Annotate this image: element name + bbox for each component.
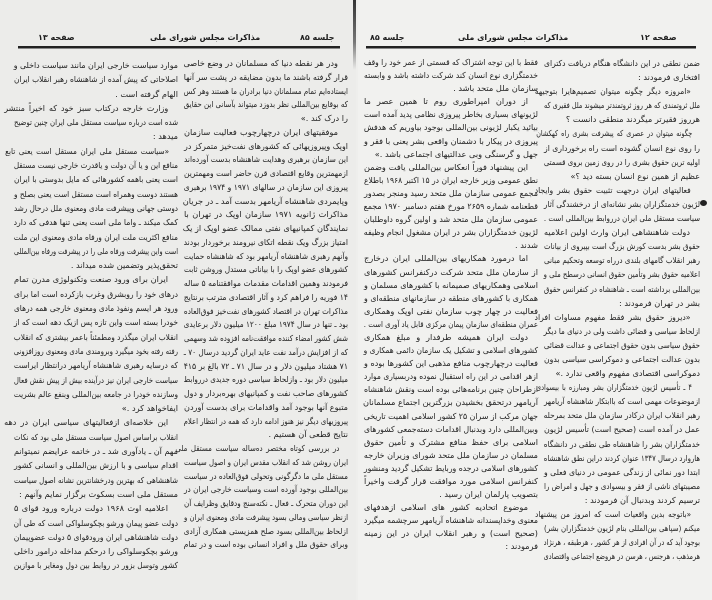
- scan-speck: [700, 200, 707, 206]
- text-line: تحقق‌پذیر وتضمین شده میداند .: [70, 260, 178, 271]
- page-gutter: [353, 0, 356, 70]
- text-column-right: [175, 57, 349, 552]
- text-line: بود ـ تنها در سال ۱۹۷۴ مبلغ ۱۲۰۰ میلیون دلار برعایدی: [183, 319, 348, 330]
- text-line: بدون عدالت اجتماعی و دموکراسی سیاسی بدون: [544, 353, 700, 364]
- text-line: سیاست مستقل ملی ایران درروابط بین‌المللی است .: [543, 213, 700, 224]
- text-line: بیائید یکبار لژیونی بین‌المللی بوجود بیاوریم که هدفش: [363, 122, 538, 133]
- text-line: اسلامی برای حفظ منافع مشترک و تأمین حقوق: [364, 436, 538, 447]
- text-line: کشور وتوسل بزور در روابط بین دول ومغایر با موازین: [13, 560, 179, 571]
- text-line: هرروز فقیرتر میگردند منطقی دانست ؟: [565, 114, 700, 125]
- text-line: اما درمورد همکاریهای بین‌المللی ایران درخارج: [364, 253, 528, 264]
- text-line: رفته رفته بخود میگیرد وبرومندی مادی ومعنوی روزافزونی: [13, 345, 179, 356]
- text-line: سازمان ملل متحد باشد .: [453, 83, 538, 94]
- session-number: جلسه ۸۵: [300, 33, 335, 42]
- text-line: ایفاخواهد کرد .»: [121, 403, 178, 414]
- text-line: هاروارد درسال ۱۳۴۷ عنوان کردند دراین نطق شاهنشاه: [543, 452, 700, 463]
- text-line: اسلامی وهمکاریهای صمیمانه با کشورهای مسلمان و: [364, 279, 538, 290]
- text-line: همکاری با کشورهای منطقه در سازمانهای منطقه‌ای و: [364, 292, 538, 303]
- text-line: ۴ ـ تأسیس لژیون خدمتگزاران بشر ومبارزه با بیسوادی: [535, 382, 692, 393]
- text-line: بشر در تهران فرمودند :: [619, 297, 700, 308]
- text-line: کنفرانس اسلامی مورد موافقت قرار گرفت واخیراً: [364, 476, 538, 486]
- text-line: ابتدا دور نمائی از زندگی عمومی در دنیای فعلی و: [544, 466, 700, 477]
- text-line: حقوق بشر بدست کورش بزرگ است بپیروی از بیانات: [544, 241, 700, 252]
- text-line: در بررسی کوتاه مختصر ده‌ساله سیاست مستقل ملی: [175, 443, 340, 453]
- text-line: قطعنامه شماره ۲۶۵۹ مورخ هفتم دسامبر ۱۹۷۰ مجمع: [363, 201, 538, 212]
- text-line: موارد سیاست خارجی ایران مانند سیاست داخلی و: [13, 60, 179, 70]
- text-line: فرمودند وهمین اقدامات مقدمات موافقتنامه ۵ ساله: [183, 278, 348, 288]
- text-line: منافع این و یا آن دولت و یاقدرت خارجی نیست مستقل: [13, 160, 179, 171]
- text-line: ۷۱ هشتاد میلیون دلار و در سال ۷۱ ـ ۷۲ بالغ بر ۴۱۵: [183, 360, 348, 371]
- header-rule: [366, 46, 696, 49]
- text-line: بوجود آید که در آن افرادی از هر کشور ، هرطبقه ، هرنژاد: [543, 537, 700, 548]
- text-line: ایستاده‌ایم تمام مسلمانان دنیا برادران ما هستند وهر کس: [183, 85, 348, 96]
- text-line: رهبر انقلاب گامهای بلندی درراه توسعه وتحکیم مبانی: [544, 255, 700, 266]
- text-line: بین‌المللی بوجود آورده است وسیاست خارجی ایران در: [184, 484, 348, 495]
- text-line: که درسایه رهبری شاهنشاه آریامهر درانتظار ایراست: [13, 360, 178, 371]
- right-page: [358, 0, 712, 600]
- text-line: هستند دوست وهمراه است مستقل است یعنی بصلح و: [14, 188, 178, 199]
- text-line: «باتوجه بدین واقعیات است که امروز من پیشنهاد: [535, 509, 692, 519]
- text-line: بین‌المللی برداشته است ـ شاهنشاه در کنفرانس حقوق: [544, 283, 700, 294]
- text-line: میکنم (سپاهی بین‌المللی بنام لژیون خدمتگزاران بشر): [544, 523, 700, 534]
- text-line: کشورهای اسلامی درجده وربایط تشکیل گردید ومنشور: [363, 462, 538, 473]
- text-line: وبین‌المللی دارد وبدنبال اقدامات دسته‌جمعی کشورهای: [364, 423, 538, 434]
- text-line: موفقیتهای ایران درچهارچوب فعالیت سازمان: [184, 126, 338, 137]
- text-line: متبوع آنها بوجود آمد واقدامات برای بدست آوردن: [184, 401, 348, 412]
- text-line: پیروزیهای دیگر نیز هنوز ادامه دارد که همه در انتظار اعلام: [183, 415, 348, 426]
- text-line: موضوع اتحادیه کشور های اسلامی ازهدفهای: [364, 502, 528, 513]
- text-line: جهان مرکب از سران ۲۵ کشور اسلامی اهمیت تاریخی: [363, 410, 538, 421]
- text-line: عظیم از همین نوع انسان بسته دید ؟»: [570, 170, 700, 181]
- text-column-left: [364, 56, 538, 554]
- text-line: مهم آن ـ یادآوری شد ـ در خاتمه عرایضم نمیتوانم: [14, 446, 178, 457]
- text-line: که بوقایع بین‌المللی نظر بدوزد میتواند بآسانی این حقایق: [183, 99, 348, 110]
- text-line: دولت شاهنشاهی ایران ورودقوای ۵ دولت عضوپیمان: [13, 531, 178, 542]
- text-line: شاهنشاهی که بهترین ودرخشانترین نشانه اصول سیاست: [14, 474, 178, 485]
- text-line: کمک میکند ـ واما ملی است یعنی تنها هدفی که دارد: [13, 217, 178, 228]
- text-line: درهای خود را روبشرق وغرب بازکرده است اما برای: [14, 288, 178, 299]
- text-line: آریامهر درتحقق بخشیدن بزرگترین اجتماع مسلمانان: [363, 397, 538, 408]
- text-line: اعلامیه حقوق بشر وتأمین حقوق انسانی درسطح ملی و: [543, 269, 700, 280]
- text-line: از دوران امپراطوری روم تا همین عصر ما: [364, 96, 528, 107]
- text-line: دوستی جهانی وپیشرفت مادی ومعنوی ملل درحال رشد: [14, 202, 178, 213]
- text-line: است یعنی باهمه کشورهائی که مایل بدوستی با ایران: [14, 174, 178, 185]
- text-line: این خلاصه‌ای ازفعالیتهای سیاسی ایران در دهه: [4, 417, 169, 428]
- text-line: انقلاب براساس اصول سیاست مستقل ملی بود که نکات: [14, 431, 178, 442]
- text-line: کشورهای صاحب نفت و کمپانیهای بهره‌بردار و دول: [184, 388, 348, 398]
- text-line: ترسیم کردند وبدنبال آن فرمودند :: [584, 494, 700, 505]
- text-line: ازمهمترین وقایع اقتصادی قرن حاضر است ومهمترین: [184, 168, 348, 178]
- text-line: عمل در آمده است (صحیح است) تأسیس لژیون: [544, 424, 700, 435]
- text-line: ضمن نطقی در این دانشگاه هنگام دریافت دکترای: [544, 58, 700, 68]
- text-line: شدند .: [515, 240, 538, 251]
- session-number: جلسه ۸۵: [370, 33, 405, 42]
- text-line: این سازمان برهبری وهدایت شاهنشاه بدست آورده‌اند: [184, 154, 348, 165]
- text-line: اولیه ترین حقوق بشری را در روی زمین بروی قسمتی: [543, 156, 700, 167]
- text-line: لژیونهای بسیاری بخاطر پیروزی نظامی پدید آمده است: [364, 109, 538, 120]
- text-line: ازلحاظ سیاسی و قضائی داشت ولی در دنیای ما دیگر: [543, 325, 700, 336]
- text-line: مستقل ملی ما دگرگونی وتحولی فوق‌العاده در سیاست: [184, 470, 348, 481]
- text-line: سیاست خارجی ایران نیز درآینده بیش از پیش نقش فعال: [13, 374, 178, 385]
- text-line: مستقل ملی است بسکوت برگزار نمایم وآنهم :: [18, 488, 178, 499]
- text-line: دولت عضو پیمان ورشو بچکوسلواکی است که طی آن: [13, 517, 178, 528]
- text-line: انقلاب ایران میگذرد ومطمئناً باعمر بیشتری که انقلاب: [13, 331, 178, 342]
- text-line: چگونه میتوان در عصری که پیشرفت بشری راه کهکشان: [536, 128, 693, 139]
- text-line: نمایندگان کمپانیهای نفتی ممالک عضو اوپک از یک: [182, 223, 348, 233]
- text-line: این دوران متحرک ـ فعال ـ نکته‌سنج ودقایق وظرایف آن: [184, 498, 348, 508]
- header-rule: [18, 46, 340, 49]
- text-line: دولت ایران همیشه طرفدار و مبلغ همکاری: [364, 331, 528, 342]
- text-line: کشورهای اسلامی و تشکیل یک سازمان دائمی همکاری و: [363, 345, 538, 356]
- text-column-left: [4, 58, 179, 573]
- page-number: صفحه ۱۳: [38, 33, 75, 42]
- text-line: لژیون خدمتگزاران بشر در ایران مشغول انجام وظیفه: [363, 227, 538, 238]
- text-line: منافع اکثریت ملت ایران ورفاه مادی ومعنوی این ملت: [13, 231, 179, 242]
- running-title: مذاکرات مجلس شورای ملی: [150, 33, 261, 42]
- text-line: ایران روشن شد که انقلاب مقدس ایران و اصول سیاست: [184, 456, 348, 467]
- text-column-right: [534, 56, 700, 563]
- text-line: اوپک وپیروزیهائی که کشورهای نفت‌خیز متمرکز در: [184, 140, 348, 151]
- text-line: حقوق سیاسی بدون حقوق اجتماعی و عدالت قضائی: [543, 339, 700, 350]
- text-line: پیروزی این سازمان در سالهای ۱۹۷۱ و ۱۹۷۴ برهبری: [183, 181, 348, 192]
- text-line: ازلحاظ بین‌المللی بسود صلح همزیستی همکاری آزادی: [183, 525, 348, 536]
- running-title: مذاکرات مجلس شورای ملی: [458, 33, 569, 42]
- text-line: پیروزی در پیکار با دشمنان واقعی بشر یعنی با فقر و: [364, 135, 538, 146]
- text-line: عمران منطقه‌ای سازمان پیمان مرکزی قابل یاد آوری است .: [363, 318, 538, 329]
- text-line: نتایج قطعی آن هستیم .: [268, 429, 348, 440]
- text-line: بتصویب پارلمان ایران رسید .: [439, 489, 538, 500]
- text-line: نطق عمومی وزیر خارجه ایران در ۱۵ اکتبر ۱۹۶۸ باطلاع: [363, 174, 538, 185]
- text-line: است واین پیشرفت ورفاه ملی را در پیشرفت ورفاه بین‌المللی: [13, 245, 178, 256]
- text-line: این پیشنهاد فوراً انعکاس بین‌المللی یافت وضمن: [364, 161, 528, 172]
- text-line: فرمودند :: [505, 541, 538, 552]
- text-line: «دیروز حقوق بشر فقط مفهوم مساوات افراد: [534, 311, 691, 322]
- text-line: ازطراحان چنین برنامه‌هائی بوده است ونقش شاهنشاه: [364, 384, 538, 395]
- text-line: ازموضوعات مهمی است که باابتکار شاهنشاه آریامهر: [544, 396, 700, 407]
- text-line: الهام گرفته است .: [115, 88, 178, 99]
- text-line: هرمذهب ، هرجنس ، هرسن در هروضع اجتماعی واقتصادی: [543, 551, 700, 562]
- text-line: مسلمان در سازمان ملل متحد شورای وزیران خارجه: [363, 449, 538, 460]
- text-line: معنوی وخداپسندانه شاهنشاه آریامهر سرچشمه میگیرد: [363, 515, 538, 526]
- text-line: اعلامیه اوت ۱۹۶۸ دولت درباره ورود قوای ۵: [14, 503, 168, 514]
- text-line: «سیاست مستقل ملی ایران مستقل است یعنی تابع: [5, 145, 170, 156]
- text-line: ازنظر سیاسی ومالی بسود پیشرفت مادی ومعنوی ایران و: [184, 511, 348, 522]
- text-line: فقط با این توجه اشتراک که قسمتی از عمر خود را وقف: [363, 57, 538, 67]
- text-line: از سازمان ملل متحد شرکت درکنفرانس کشورهای: [364, 266, 538, 277]
- text-line: قرار گرفته باشند ما بدون مضایقه در پشت سر آنها: [183, 71, 348, 82]
- text-line: «امروزه دیگر چگونه میتوان تصمیم‌هایرا بتوجیهه: [534, 86, 691, 97]
- text-line: مذاکرات ژانویه ۱۹۷۱ سازمان اوپک در تهران با: [184, 209, 349, 220]
- text-line: خدمتگزاران بشر را شاهنشاه طی نطقی در دانشگاه: [543, 438, 700, 449]
- text-line: وآنهم رهبری شاهنشاه آریامهر بود که شاهنشاه حمایت: [184, 250, 348, 261]
- text-line: جهل و گرسنگی وبی عدالتیهای اجتماعی باشد .»: [374, 148, 538, 159]
- text-line: رهبر انقلاب ایران درکادر سازمان ملل متحد بمرحله: [543, 410, 700, 421]
- text-line: را روی نوع انسان گشوده است راه برخورداری از: [544, 142, 700, 153]
- text-line: ازهر اقدامی در این راه استقبال نموده ودربسیاری موارد: [364, 371, 538, 382]
- text-line: شش کشور امضاء کننده موافقت‌نامه افزوده شد وسهمی: [184, 333, 348, 343]
- text-line: مجمع عمومی سازمان ملل متحد رسید ومنجر بصدور: [364, 187, 538, 198]
- text-line: مذاکرات تهران در اقتصاد کشورهای نفت‌خیز فوق‌العاده: [183, 305, 348, 316]
- text-line: (صحیح است) و رهبر انقلاب ایران در این زمینه: [364, 528, 538, 539]
- text-line: مصیبتهای ناشی از فقر و بیسوادی و جهل و امراض را: [544, 480, 700, 491]
- text-line: را درک کند .»: [300, 113, 348, 123]
- page-number: صفحه ۱۲: [640, 33, 677, 42]
- text-line: خدمتگزاری نوع انسان کند شرکت داشته باشد و وابسته: [364, 70, 538, 81]
- text-line: فعالیت در چهار چوب سازمان نفتی اوپک وهمکاری: [364, 305, 538, 316]
- text-line: اقدام سیاسی و با ارزش بین‌المللی و انسانی کشور: [14, 460, 178, 471]
- text-line: کشورهای عضو اوپک را با بیاناتی مستدل وروشن ثابت: [183, 264, 348, 275]
- text-line: افتخاری فرمودند :: [637, 72, 700, 83]
- text-line: وزارت خارجه درکتاب سبز خود که اخیراً منتشر: [4, 102, 169, 113]
- text-line: اصلاحاتی که پیش آمده از شاهنشاه رهبر انقلاب ایران: [14, 74, 178, 85]
- text-line: شده است درباره سیاست مستقل ملی ایران چنین توضیح: [13, 117, 178, 128]
- text-line: ملل ثروتمندی که هر روز ثروتمندتر میشوند ملل فقیری که: [544, 100, 700, 111]
- text-line: دموکراسی اقتصادی مفهوم واقعی ندارد .»: [555, 368, 700, 379]
- text-line: وپایمردی شاهنشاه آریامهر بدست آمد ـ در جریان: [182, 195, 348, 206]
- text-line: فعالیتهای ایران درجهت تثبیت حقوق بشر وایجاد: [534, 184, 691, 195]
- text-line: وبرای حقوق ملل و افراد انسانی بوده است و در تمام: [183, 539, 348, 550]
- text-line: ودر هر نقطه دنیا که مسلمانان در وضع خاصی: [183, 58, 338, 68]
- text-line: ایران برای ورود صنعت وتکنولوژی مدرن تمام: [14, 274, 168, 285]
- text-line: عمومی سازمان ملل متحد شد و اولین گروه داوطلبان: [363, 214, 538, 225]
- text-line: دولت شاهنشاهی ایران وارث اولین اعلامیه: [544, 227, 690, 238]
- text-line: امتیاز بزرگ ویک نقطه اتکای نیرومند برخوردار بودند: [183, 236, 348, 247]
- text-line: ورود هر ایسم ونفوذ مادی ومعنوی خارجی همه درهای: [14, 303, 178, 314]
- text-line: خودرا بسته است واین تازه پس ازیک دهه است که از: [13, 317, 178, 328]
- text-line: وسازنده خودرا در جامعه بین‌المللی وبنفع عالم بشریت: [13, 388, 178, 399]
- text-line: که از افزایش درآمد نفت عاید ایران گردید درسال ۷۰ ـ: [183, 346, 348, 357]
- text-line: ۱۴ فوریه را فراهم کرد و آثار اقتصادی مترتب برنتایج: [183, 291, 348, 302]
- text-line: میدهد :: [152, 131, 178, 142]
- text-line: ورشو بچکوسلواکی را درحکم مداخله درامور داخلی: [14, 546, 178, 557]
- text-line: لژیون خدمتگزاران بشر نشانه‌ای از درخشندگی آثار: [543, 198, 700, 209]
- text-line: میلیون دلار بود ـ وازلحاظ سیاسی دوره جدیدی درروابط: [183, 374, 348, 385]
- text-line: فعالیت درچهارچوب منافع مذهبی این کشورها بوده و: [364, 358, 538, 369]
